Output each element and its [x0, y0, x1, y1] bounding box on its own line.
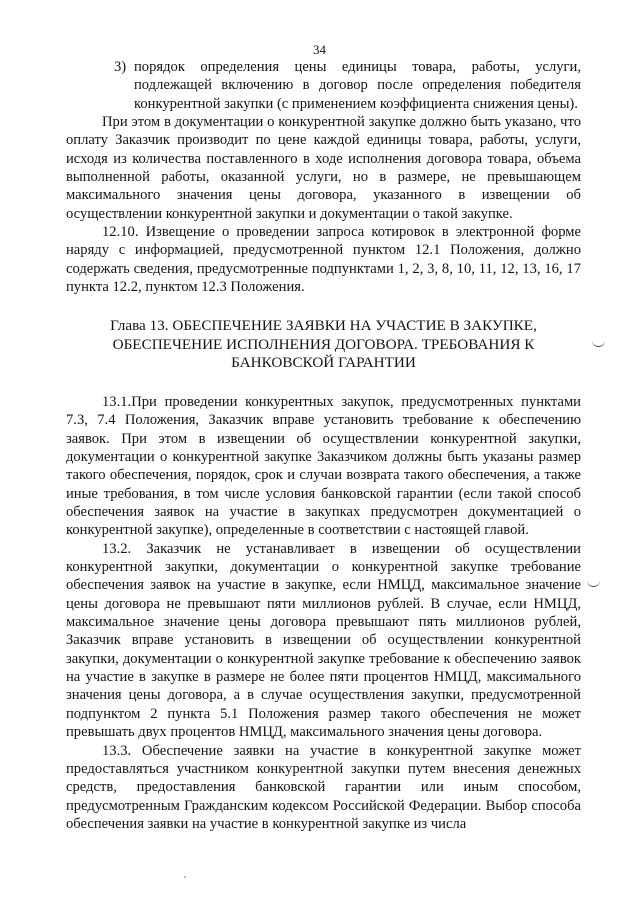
paragraph-unit-price: При этом в документации о конкурентной закупке должно быть указано, что оплату Заказчик производит по цене каждой единицы товара, работы, услуги, исходя из количества поставленного в ходе исполнения договора товара, объема выполненной работы, оказанной услуги, но в размере, не превышающем максимального значения цены договора, указанного в извещении об осуществлении конкурентной закупки и документации о такой закупке. [66, 114, 581, 222]
paragraph-13-2: 13.2. Заказчик не устанавливает в извещении об осуществлении конкурентной закупки, документации о конкурентной закупке требование обеспечения заявок на участие в закупке, если НМЦД, максимальное значение цены договора не превышают пяти миллионов рублей. В случае, если НМЦД, максимальное значение цены договора превышают пять миллионов рублей, Заказчик вправе установить в извещении об осуществлении конкурентной закупки, документации о конкурентной закупке требование к обеспечению заявок на участие в закупке в размере не более пяти процентов НМЦД, максимального значения цены договора, а в случае осуществления закупки, предусмотренной подпунктом 2 пункта 5.1 Положения размер такого обеспечения не может превышать двух процентов НМЦД, максимального значения цены договора. [66, 540, 581, 741]
margin-mark [587, 580, 600, 587]
chapter-heading-line-2: ОБЕСПЕЧЕНИЕ ИСПОЛНЕНИЯ ДОГОВОРА. ТРЕБОВАНИЯ К [112, 335, 535, 353]
paragraph-13-3: 13.3. Обеспечение заявки на участие в конкурентной закупке может предоставляться участником конкурентной закупки путем внесения денежных средств, предоставления банковской гарантии или иным способом, предусмотренным Гражданским кодексом Российской Федерации. Выбор способа обеспечения заявки на участие в конкурентной закупке из числа [66, 742, 581, 832]
paragraph-13-1: 13.1.При проведении конкурентных закупок, предусмотренных пунктами 7.3, 7.4 Положения, Заказчик вправе установить требование к обеспечению заявок. При этом в извещении об осуществлении конкурентной закупки, документации о конкурентной закупке Заказчиком должны быть указаны размер такого обеспечения, порядок, срок и случаи возврата такого обеспечения, а также иные требования, в том числе условия банковской гарантии (если такой способ обеспечения заявок на участие в закупках предусмотрен документацией о конкурентной закупке), определенные в соответствии с настоящей главой. [66, 393, 581, 539]
margin-mark [592, 340, 605, 347]
chapter-heading-line-1: Глава 13. ОБЕСПЕЧЕНИЕ ЗАЯВКИ НА УЧАСТИЕ В ЗАКУПКЕ, [110, 317, 537, 335]
chapter-heading-line-3: БАНКОВСКОЙ ГАРАНТИИ [231, 354, 416, 372]
list-item-number: 3) [114, 59, 127, 75]
list-item [114, 58, 581, 113]
list-item-text: порядок определения цены единицы товара, работы, услуги, подлежащей включению в договор после определения победителя конкурентной закупки (с применением коэффициента снижения цены). [134, 59, 581, 112]
page-number: 34 [313, 42, 326, 57]
chapter-heading [66, 317, 581, 373]
scan-speck [184, 876, 186, 878]
paragraph-12-10: 12.10. Извещение о проведении запроса котировок в электронной форме наряду с информацией, предусмотренной пунктом 12.1 Положения, должно содержать сведения, предусмотренные подпунктами 1, 2, 3, 8, 10, 11, 12, 13, 16, 17 пункта 12.2, пунктом 12.3 Положения. [66, 224, 581, 296]
document-body [66, 58, 581, 833]
